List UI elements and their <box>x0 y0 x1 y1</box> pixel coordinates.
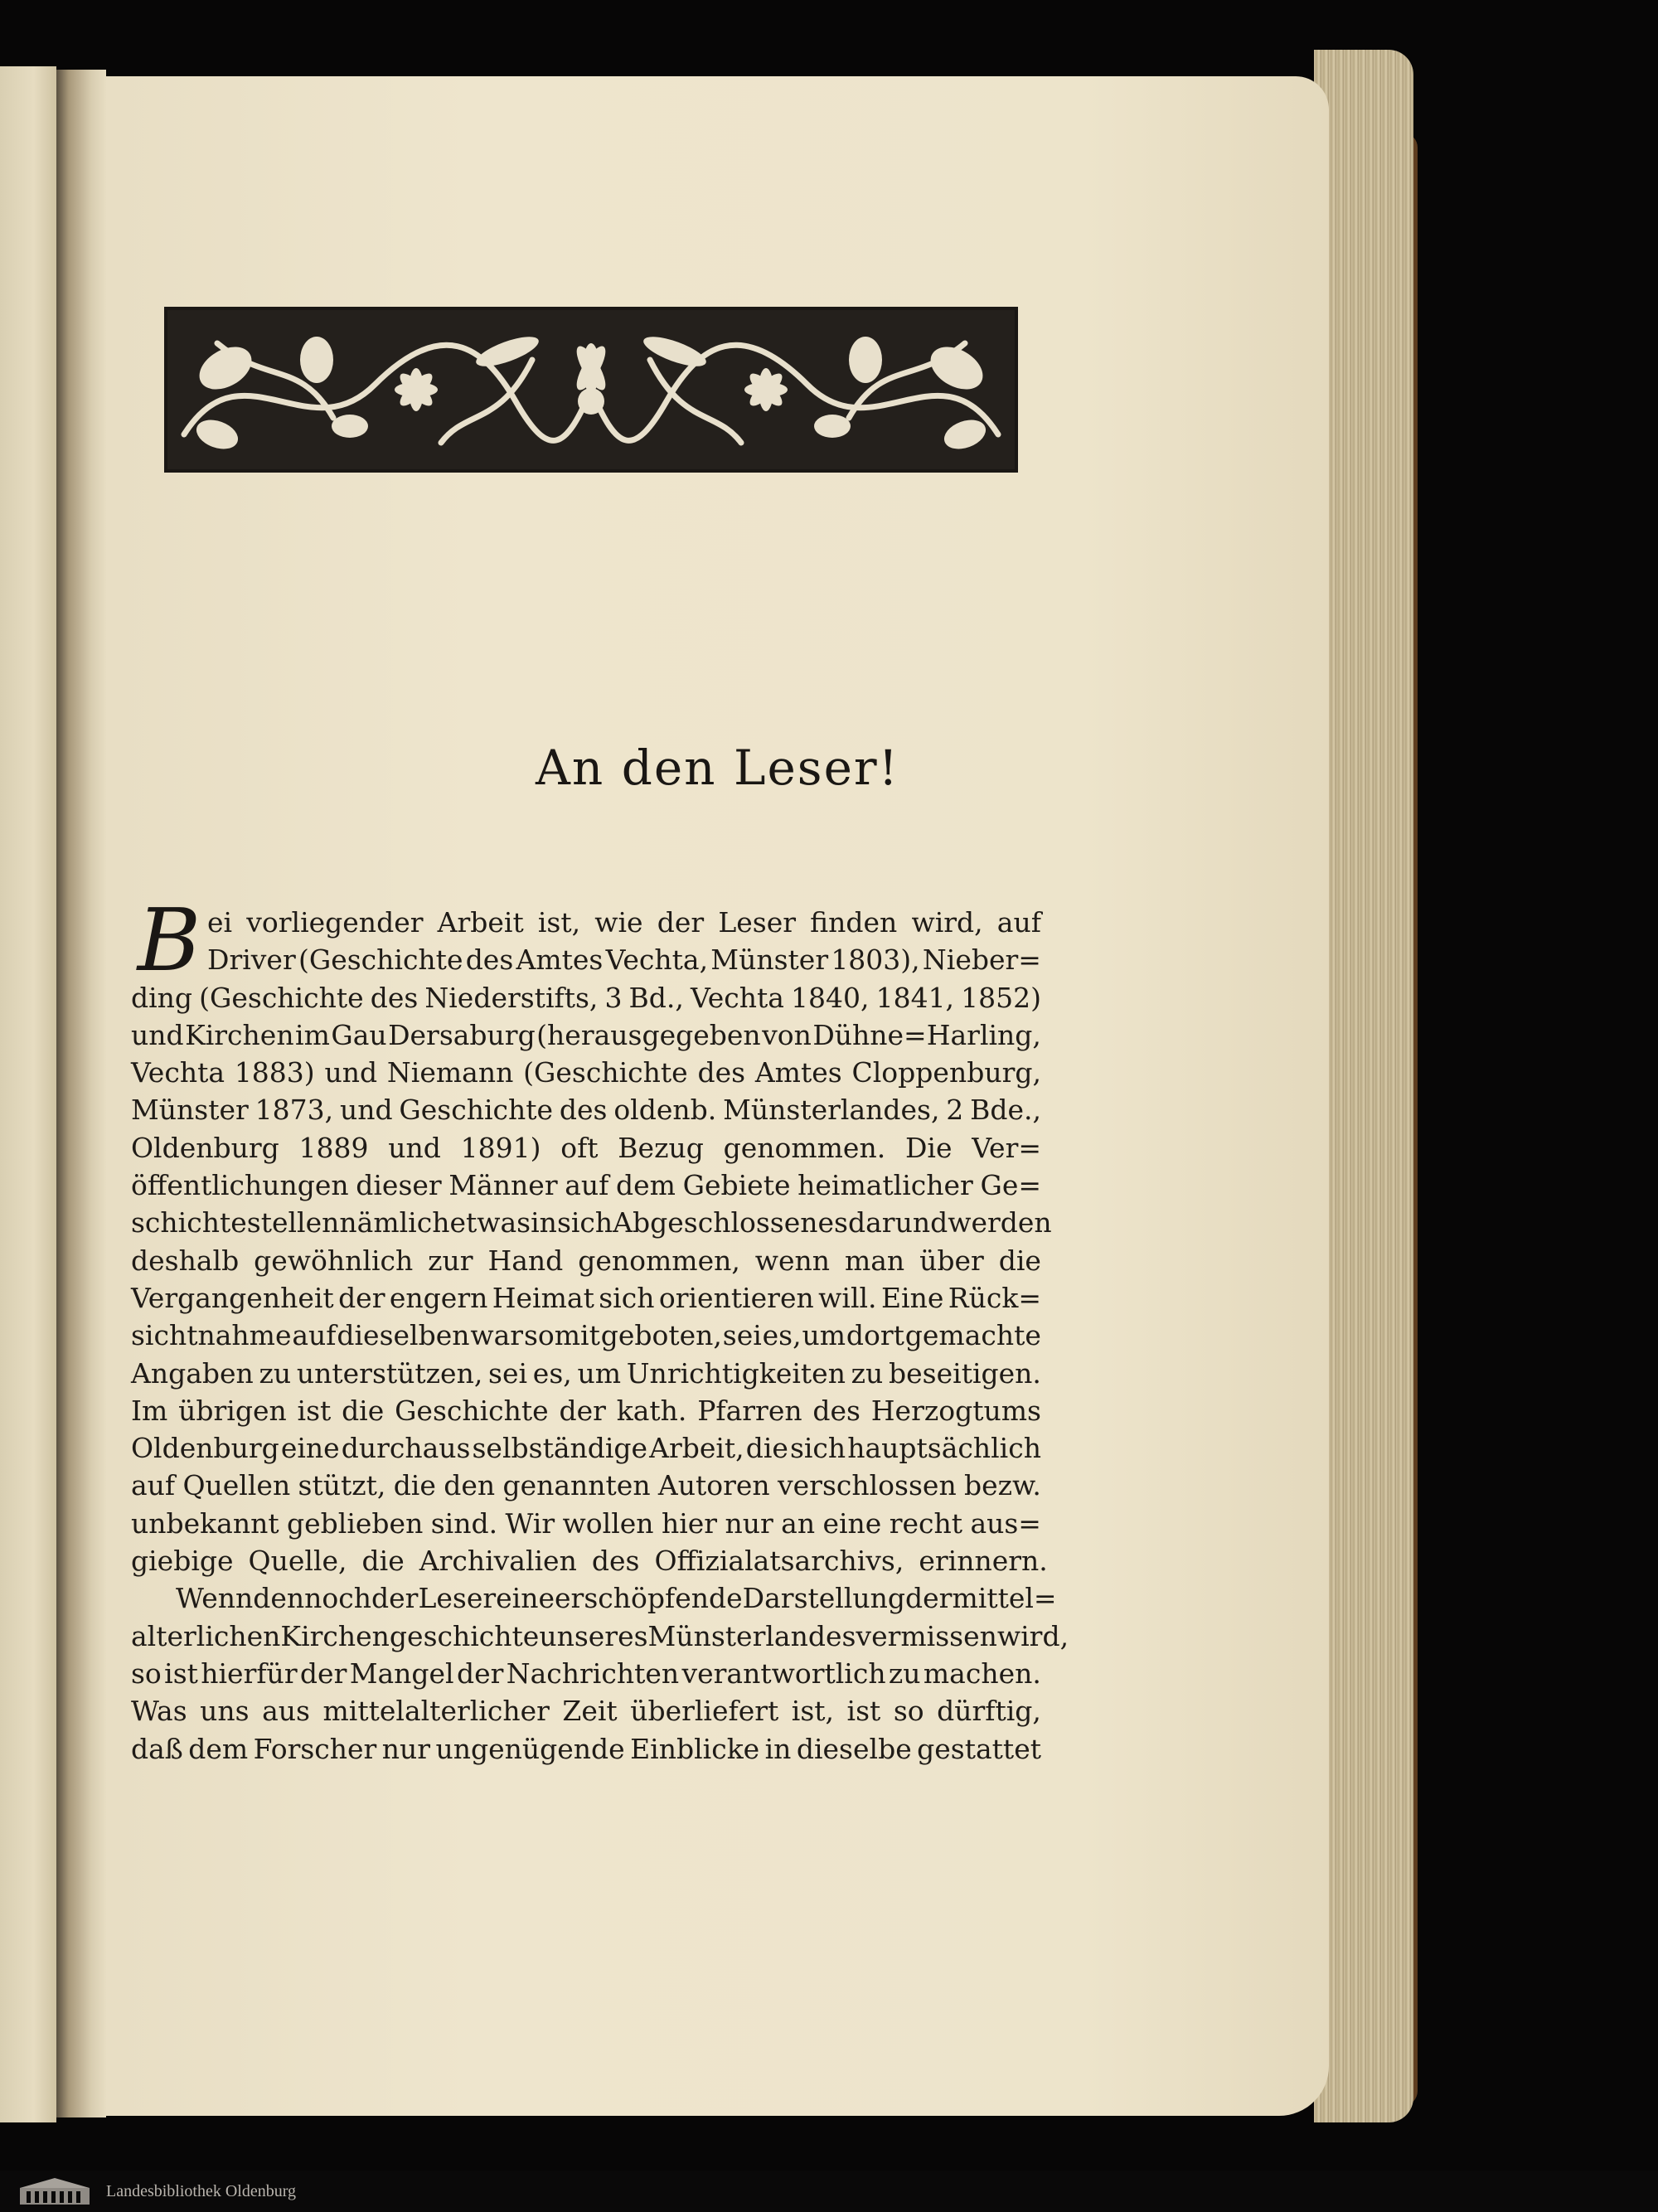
word: Driver <box>207 943 296 977</box>
word: Leser <box>418 1582 497 1615</box>
word: bezw. <box>964 1469 1041 1502</box>
word: Kirchengeschichte <box>280 1619 540 1652</box>
word: wird, <box>911 906 983 939</box>
word: der <box>299 1657 347 1690</box>
word: Archivalien <box>419 1545 577 1578</box>
word: Leser <box>718 906 796 939</box>
word: 1803), <box>831 943 920 977</box>
word: hier <box>661 1506 718 1540</box>
word: so <box>131 1657 162 1690</box>
word: stützt, <box>298 1469 386 1502</box>
word: nämlich <box>339 1206 450 1239</box>
word: selbständige <box>472 1432 648 1465</box>
word: dieselbe <box>796 1732 912 1765</box>
word: Nieber= <box>922 943 1041 977</box>
word: geboten, <box>600 1319 722 1352</box>
body-text <box>131 890 1069 1768</box>
drop-cap-initial: B <box>137 890 201 991</box>
text-line <box>131 1579 1057 1617</box>
word: auf <box>131 1469 176 1502</box>
word: alterlichen <box>131 1619 281 1652</box>
word: (Geschichte <box>523 1056 688 1089</box>
word: von <box>762 1018 812 1051</box>
text-line <box>131 1467 1041 1504</box>
word: Dühne=Harling, <box>812 1018 1041 1051</box>
word: (Geschichte <box>298 943 463 977</box>
word: des <box>697 1056 746 1089</box>
word: unterstützen, <box>296 1356 483 1390</box>
library-name: Landesbibliothek Oldenburg <box>106 2181 297 2200</box>
word: sich <box>599 1281 655 1314</box>
text-line <box>131 1279 1041 1317</box>
word: sei <box>488 1356 528 1390</box>
word: Hand <box>487 1244 564 1277</box>
word: um <box>802 1319 846 1352</box>
word: Amtes <box>754 1056 842 1089</box>
word: und <box>324 1056 378 1089</box>
word: auf <box>996 906 1041 939</box>
word: unbekannt <box>131 1506 279 1540</box>
text-line <box>131 1618 1069 1655</box>
word: ist <box>164 1657 198 1690</box>
word: 1891) <box>460 1131 541 1164</box>
word: mittelalterlicher <box>322 1695 550 1728</box>
floral-ornament-icon <box>167 310 1015 469</box>
word: Geschichte <box>399 1094 554 1127</box>
page-heading: An den Leser! <box>536 740 899 796</box>
word: 3 <box>604 981 623 1014</box>
word: Was <box>131 1695 187 1728</box>
word: erschöpfende <box>555 1582 743 1615</box>
word: nur <box>725 1506 773 1540</box>
text-line <box>131 1091 1041 1128</box>
word: werden <box>948 1206 1052 1239</box>
word: der <box>338 1281 385 1314</box>
word: vermissen <box>856 1619 997 1652</box>
word: 1873, <box>255 1094 334 1127</box>
word: Niemann <box>386 1056 514 1089</box>
word: Rück= <box>948 1281 1041 1314</box>
word: eine <box>822 1506 882 1540</box>
word: ist, <box>791 1695 835 1728</box>
word: Männer <box>448 1169 558 1202</box>
word: genannten <box>502 1469 651 1502</box>
word: Niederstifts, <box>424 981 599 1014</box>
word: Kirchen <box>185 1018 294 1051</box>
word: Autoren <box>657 1469 770 1502</box>
word: schichte <box>131 1206 247 1239</box>
word: 2 <box>946 1094 964 1127</box>
word: in <box>764 1732 792 1765</box>
word: Arbeit <box>437 906 524 939</box>
word: 1889 <box>298 1131 369 1164</box>
word: kath. <box>616 1394 687 1427</box>
word: im <box>295 1018 330 1051</box>
word: dem <box>616 1169 676 1202</box>
word: dieser <box>356 1169 442 1202</box>
text-line <box>131 941 1041 978</box>
text-line <box>131 1355 1041 1392</box>
word: verantwortlich <box>681 1657 886 1690</box>
word: über <box>919 1244 984 1277</box>
word: ist, <box>537 906 581 939</box>
word: auf <box>292 1319 337 1352</box>
text-line <box>131 1542 1048 1579</box>
text-line <box>131 1129 1041 1167</box>
word: dennoch <box>253 1582 372 1615</box>
floral-ornament-band <box>164 307 1018 473</box>
word: Geschichte <box>395 1394 549 1427</box>
word: die <box>745 1432 788 1465</box>
word: Bezug <box>618 1131 704 1164</box>
word: wird, <box>996 1619 1069 1652</box>
word: Oldenburg <box>131 1131 279 1164</box>
word: Forscher <box>253 1732 377 1765</box>
word: war <box>470 1319 524 1352</box>
text-line <box>131 1429 1041 1467</box>
word: Münsterlandes <box>647 1619 856 1652</box>
word: sichtnahme <box>131 1319 292 1352</box>
word: Offizialatsarchivs, <box>654 1545 904 1578</box>
word: Cloppenburg, <box>851 1056 1041 1089</box>
word: wollen <box>562 1506 654 1540</box>
word: 1852) <box>961 981 1041 1014</box>
word: eine <box>280 1432 340 1465</box>
word: eine <box>496 1582 555 1615</box>
word: heimatlicher <box>797 1169 973 1202</box>
word: verschlossen <box>778 1469 957 1502</box>
text-line <box>131 1167 1041 1204</box>
text-lines <box>131 904 1069 1768</box>
word: vorliegender <box>246 906 424 939</box>
word: daß <box>131 1732 183 1765</box>
word: unseres <box>539 1619 648 1652</box>
word: Arbeit, <box>649 1432 744 1465</box>
word: sich <box>556 1206 613 1239</box>
word: Bd., <box>628 981 684 1014</box>
book-gutter <box>56 70 106 2117</box>
text-line <box>131 1317 1041 1354</box>
word: dieselben <box>337 1319 470 1352</box>
word: machen. <box>923 1657 1041 1690</box>
word: hauptsächlich <box>847 1432 1041 1465</box>
word: Darstellung <box>742 1582 906 1615</box>
text-line <box>131 1392 1041 1429</box>
word: nur <box>381 1732 431 1765</box>
text-line <box>131 1016 1041 1054</box>
word: Wenn <box>176 1582 254 1615</box>
word: ei <box>207 906 233 939</box>
word: es, <box>762 1319 802 1352</box>
word: des <box>370 981 419 1014</box>
word: will. <box>818 1281 877 1314</box>
word: der <box>371 1582 419 1615</box>
word: gemachte <box>904 1319 1041 1352</box>
word: beseitigen. <box>889 1356 1041 1390</box>
word: oft <box>560 1131 599 1164</box>
word: Unrichtigkeiten <box>626 1356 846 1390</box>
word: Münster <box>710 943 829 977</box>
word: Gau <box>331 1018 387 1051</box>
word: Heimat <box>492 1281 594 1314</box>
word: Ver= <box>972 1131 1041 1164</box>
word: Einblicke <box>630 1732 760 1765</box>
word: Vechta <box>690 981 784 1014</box>
word: 1840, <box>791 981 870 1014</box>
word: zur <box>428 1244 473 1277</box>
word: etwas <box>449 1206 531 1239</box>
word: dar <box>848 1206 895 1239</box>
word: (herausgegeben <box>536 1018 761 1051</box>
word: Gebiete <box>682 1169 791 1202</box>
word: Münster <box>131 1094 249 1127</box>
word: Dersaburg <box>388 1018 536 1051</box>
word: überliefert <box>630 1695 779 1728</box>
word: so <box>893 1695 924 1728</box>
word: genommen, <box>578 1244 740 1277</box>
word: der <box>559 1394 606 1427</box>
word: ist <box>846 1695 881 1728</box>
word: die <box>361 1545 405 1578</box>
word: den <box>444 1469 496 1502</box>
word: durchaus <box>341 1432 471 1465</box>
word: des <box>465 943 514 977</box>
previous-page-edge <box>0 66 56 2122</box>
word: Mangel <box>349 1657 454 1690</box>
word: uns <box>200 1695 250 1728</box>
word: um <box>577 1356 622 1390</box>
word: Angaben <box>131 1356 254 1390</box>
text-line <box>131 1204 1052 1241</box>
word: man <box>844 1244 905 1277</box>
word: Vechta, <box>605 943 709 977</box>
word: zu <box>888 1657 921 1690</box>
word: Die <box>904 1131 953 1164</box>
word: Amtes <box>516 943 604 977</box>
word: giebige <box>131 1545 234 1578</box>
word: Ge= <box>980 1169 1041 1202</box>
word: die <box>342 1394 385 1427</box>
word: Oldenburg <box>131 1432 279 1465</box>
text-line <box>131 1692 1041 1729</box>
word: auf <box>565 1169 609 1202</box>
word: wie <box>594 906 643 939</box>
text-line <box>131 1505 1041 1542</box>
page-edges-stack <box>1314 50 1413 2122</box>
word: aus <box>262 1695 310 1728</box>
word: an <box>781 1506 816 1540</box>
word: wenn <box>754 1244 831 1277</box>
word: und <box>894 1206 948 1239</box>
word: ungenügende <box>435 1732 625 1765</box>
word: in <box>531 1206 557 1239</box>
word: dem <box>188 1732 249 1765</box>
word: die <box>393 1469 436 1502</box>
word: öffentlichungen <box>131 1169 349 1202</box>
word: dürftig, <box>937 1695 1041 1728</box>
word: recht <box>889 1506 963 1540</box>
word: geblieben <box>287 1506 424 1540</box>
word: zu <box>851 1356 884 1390</box>
word: Wir <box>505 1506 555 1540</box>
word: finden <box>810 906 898 939</box>
text-line <box>131 979 1041 1016</box>
word: Vergangenheit <box>131 1281 334 1314</box>
word: stellen <box>246 1206 340 1239</box>
word: es, <box>532 1356 572 1390</box>
footer-bar <box>0 2171 1658 2212</box>
word: der <box>657 906 705 939</box>
word: orientieren <box>658 1281 814 1314</box>
word: sei <box>722 1319 762 1352</box>
word: der <box>905 1582 953 1615</box>
word: Vechta <box>131 1056 225 1089</box>
word: sind. <box>430 1506 498 1540</box>
word: (Geschichte <box>199 981 364 1014</box>
word: 1883) <box>234 1056 315 1089</box>
word: zu <box>259 1356 292 1390</box>
word: Im <box>131 1394 168 1427</box>
word: mittel= <box>952 1582 1057 1615</box>
word: ding <box>131 981 193 1014</box>
word: gewöhnlich <box>254 1244 414 1277</box>
text-line <box>131 1730 1041 1768</box>
word: des <box>591 1545 640 1578</box>
word: sich <box>789 1432 846 1465</box>
word: Nachrichten <box>506 1657 680 1690</box>
word: Quellen <box>182 1469 291 1502</box>
word: Zeit <box>562 1695 618 1728</box>
word: Münsterlandes, <box>723 1094 940 1127</box>
word: Quelle, <box>248 1545 347 1578</box>
word: deshalb <box>131 1244 240 1277</box>
word: genommen. <box>723 1131 886 1164</box>
library-building-icon <box>18 2176 91 2206</box>
text-line <box>131 904 1041 941</box>
word: übrigen <box>178 1394 287 1427</box>
word: aus= <box>970 1506 1041 1540</box>
word: Eine <box>880 1281 944 1314</box>
word: erinnern. <box>919 1545 1048 1578</box>
word: und <box>339 1094 393 1127</box>
word: dort <box>846 1319 904 1352</box>
word: die <box>998 1244 1041 1277</box>
text-line <box>131 1655 1041 1692</box>
word: gestattet <box>917 1732 1041 1765</box>
text-line <box>131 1242 1041 1279</box>
word: hierfür <box>201 1657 298 1690</box>
word: Bde., <box>970 1094 1041 1127</box>
word: des <box>812 1394 861 1427</box>
word: oldenb. <box>613 1094 717 1127</box>
word: der <box>456 1657 504 1690</box>
word: und <box>388 1131 441 1164</box>
word: und <box>131 1018 184 1051</box>
text-line <box>131 1054 1041 1091</box>
word: 1841, <box>875 981 955 1014</box>
word: des <box>559 1094 608 1127</box>
word: somit <box>523 1319 600 1352</box>
word: Pfarren <box>697 1394 802 1427</box>
word: engern <box>389 1281 488 1314</box>
word: ist <box>297 1394 332 1427</box>
word: Abgeschlossenes <box>613 1206 848 1239</box>
word: Herzogtums <box>870 1394 1041 1427</box>
